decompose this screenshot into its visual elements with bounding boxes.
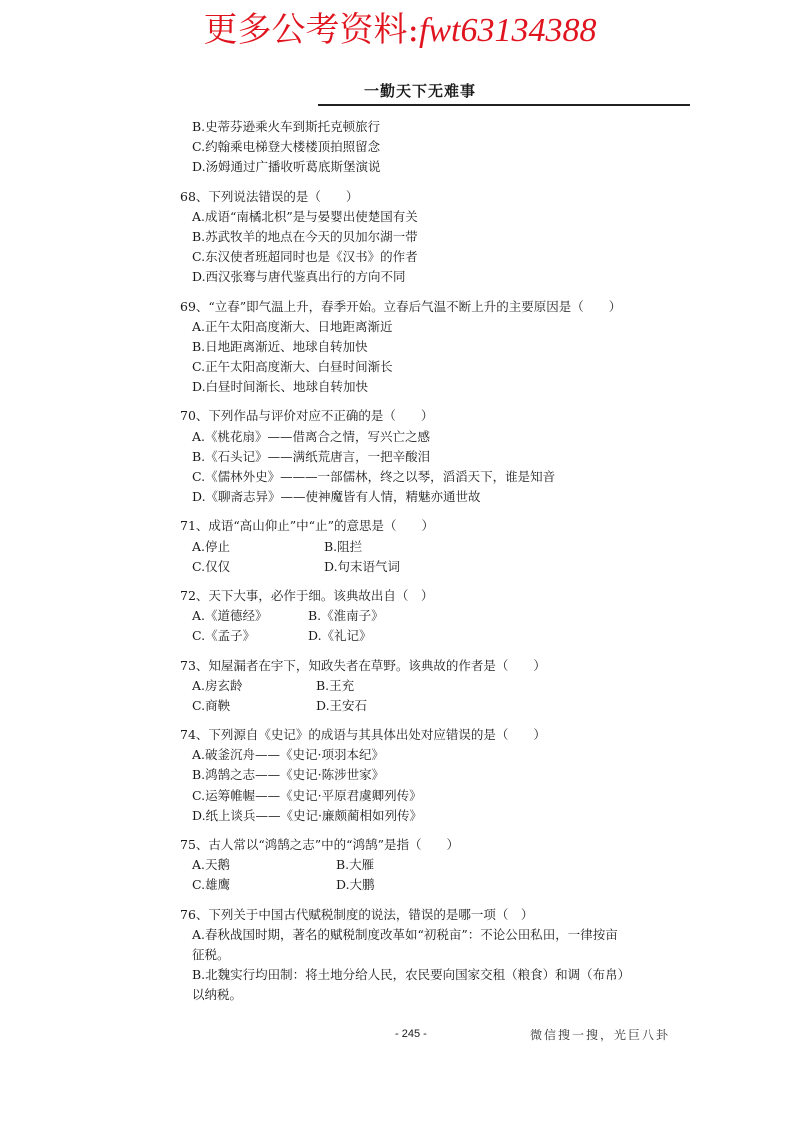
question-76 [180,905,700,1006]
question-stem: 71、成语“高山仰止”中“止”的意思是（ ） [180,518,434,534]
question-75 [180,835,700,896]
option: C.雄鹰 [192,877,231,893]
option: 征税。 [192,946,230,962]
option-row [180,676,700,696]
option: C.商鞅 [192,697,231,713]
option: D.白昼时间渐长、地球自转加快 [192,379,369,395]
question-71 [180,516,700,577]
option: D.西汉张骞与唐代鉴真出行的方向不同 [192,269,406,285]
option: C.仅仅 [192,558,231,574]
option: A.《桃花扇》——借离合之情，写兴亡之感 [192,428,431,444]
option: B.苏武牧羊的地点在今天的贝加尔湖一带 [192,228,418,244]
option: D.《礼记》 [308,628,372,644]
option: B.《石头记》——满纸荒唐言，一把辛酸泪 [192,448,431,464]
question-74 [180,725,700,826]
question-70 [180,406,700,507]
question-stem: 73、知屋漏者在宇下，知政失者在草野。该典故的作者是（ ） [180,657,546,673]
option: B.《淮南子》 [308,608,384,624]
option: B.史蒂芬逊乘火车到斯托克顿旅行 [192,119,381,134]
option-row [180,875,700,895]
question-73 [180,656,700,717]
option: A.正午太阳高度渐大、日地距离渐近 [192,318,393,334]
header-rule [318,104,690,106]
watermark-cn: 更多公考资料: [203,10,419,50]
option: B.鸿鹄之志——《史记·陈涉世家》 [192,767,385,783]
question-stem: 72、天下大事，必作于细。该典故出自（ ） [180,587,434,603]
option-row [180,537,700,557]
option: B.北魏实行均田制：将土地分给人民，农民要向国家交租（粮食）和调（布帛） [192,967,631,983]
question-68 [180,187,700,288]
option: B.大雁 [336,857,375,873]
option-row [180,855,700,875]
question-stem: 70、下列作品与评价对应不正确的是（ ） [180,408,434,424]
option: C.运筹帷幄——《史记·平原君虞卿列传》 [192,787,422,803]
option-row [180,557,700,577]
footer-note: 微信搜一搜，光巨八卦 [530,1028,671,1042]
option: B.日地距离渐近、地球自转加快 [192,338,368,354]
option: A.房玄龄 [192,677,243,693]
option: A.天鹅 [192,857,231,873]
question-stem: 76、下列关于中国古代赋税制度的说法，错误的是哪一项（ ） [180,906,534,922]
option-row [180,606,700,626]
watermark [0,2,800,51]
option: D.王安石 [316,697,368,713]
question-stem: 69、“立春”即气温上升，春季开始。立春后气温不断上升的主要原因是（ ） [180,298,622,314]
option: A.成语“南橘北枳”是与晏婴出使楚国有关 [192,208,418,224]
option: C.《儒林外史》———一部儒林，终之以琴，滔滔天下，谁是知音 [192,469,556,484]
option: C.《孟子》 [192,628,256,644]
option: D.句末语气词 [324,558,401,574]
option: A.《道德经》 [192,608,268,624]
question-stem: 68、下列说法错误的是（ ） [180,188,359,204]
option: D.《聊斋志异》——使神魔皆有人情，精魅亦通世故 [192,489,481,505]
option: A.停止 [192,538,231,554]
option-row [180,626,700,646]
option: B.王充 [316,677,355,693]
option: A.破釜沉舟——《史记·项羽本纪》 [192,747,384,763]
option: C.正午太阳高度渐大、白昼时间渐长 [192,359,393,375]
watermark-latin: fwt63134388 [418,12,597,49]
option: D.汤姆通过广播收听葛底斯堡演说 [192,159,381,175]
question-72 [180,586,700,647]
option: C.东汉使者班超同时也是《汉书》的作者 [192,249,418,265]
question-69 [180,297,700,398]
page-number: - 245 - [395,1028,427,1040]
question-stem: 75、古人常以“鸿鹄之志”中的“鸿鹄”是指（ ） [180,837,459,852]
question-stem: 74、下列源自《史记》的成语与其具体出处对应错误的是（ ） [180,727,546,743]
running-header: 一勤天下无难事 [363,82,476,100]
question-list [180,117,700,1006]
option-row [180,696,700,716]
option: 以纳税。 [192,987,243,1003]
option: D.大鹏 [336,877,375,893]
option: D.纸上谈兵——《史记·廉颇蔺相如列传》 [192,807,423,823]
option: A.春秋战国时期，著名的赋税制度改革如“初税亩”：不论公田私田，一律按亩 [192,926,618,942]
option: B.阻拦 [324,538,363,554]
option: C.约翰乘电梯登大楼楼顶拍照留念 [192,139,381,155]
